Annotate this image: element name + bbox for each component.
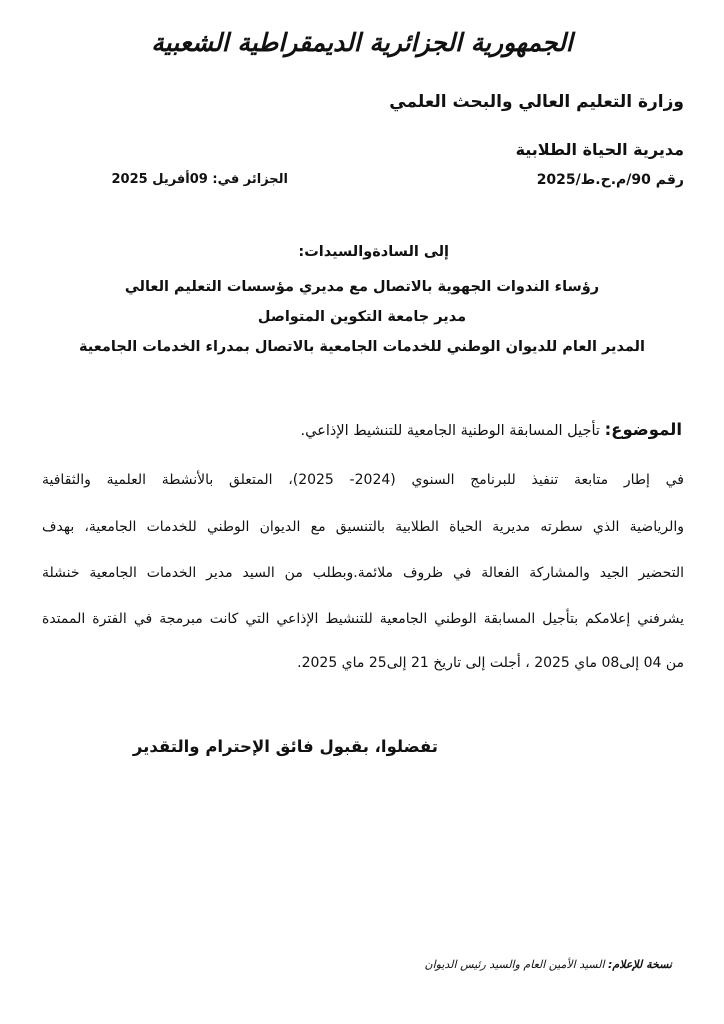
document-date: الجزائر في: 09أفريل 2025 bbox=[111, 172, 288, 187]
addressee-line: رؤساء الندوات الجهوية بالاتصال مع مديري مؤسسات التعليم العالي bbox=[124, 279, 600, 295]
addressee-intro: إلى السادةوالسيدات: bbox=[298, 244, 449, 260]
closing-salutation: تفضلوا، بقبول فائق الإحترام والتقدير bbox=[132, 737, 438, 756]
copy-note-label: نسخة للإعلام: bbox=[608, 958, 672, 971]
ministry-name: وزارة التعليم العالي والبحث العلمي bbox=[389, 92, 684, 112]
body-paragraph-line: في إطار متابعة تنفيذ للبرنامج السنوي (2024- 2025)، المتعلق بالأنشطة العلمية والثقافية bbox=[42, 472, 684, 488]
body-paragraph-line: التحضير الجيد والمشاركة الفعالة في ظروف ملائمة.وبطلب من السيد مدير الخدمات الجامعية خنشلة bbox=[42, 565, 684, 581]
body-paragraph-line: يشرفني إعلامكم بتأجيل المسابقة الوطني الجامعية للتنشيط الإذاعي التي كانت مبرمجة في الفترة الممتدة bbox=[42, 611, 684, 627]
republic-header: الجمهورية الجزائرية الديمقراطية الشعبية bbox=[151, 28, 573, 57]
addressee-line: مدير جامعة التكوين المتواصل bbox=[257, 309, 467, 325]
addressee-line: المدير العام للديوان الوطني للخدمات الجامعية بالاتصال بمدراء الخدمات الجامعية bbox=[79, 339, 645, 355]
subject-label: الموضوع: bbox=[604, 420, 682, 439]
copy-note-text: السيد الأمين العام والسيد رئيس الديوان bbox=[424, 958, 609, 971]
subject-line bbox=[301, 420, 683, 439]
subject-text: تأجيل المسابقة الوطنية الجامعية للتنشيط الإذاعي. bbox=[300, 423, 605, 439]
body-paragraph-line: من 04 إلى08 ماي 2025 ، أجلت إلى تاريخ 21 إلى25 ماي 2025. bbox=[297, 655, 684, 671]
body-paragraph-line: والرياضية الذي سطرته مديرية الحياة الطلابية بالتنسيق مع الديوان الوطني للخدمات الجامعية، بهدف bbox=[42, 519, 684, 535]
copy-note bbox=[425, 958, 672, 971]
reference-number: رقم 90/م.ح.ط/2025 bbox=[536, 172, 684, 188]
directorate-name: مديرية الحياة الطلابية bbox=[515, 140, 684, 159]
